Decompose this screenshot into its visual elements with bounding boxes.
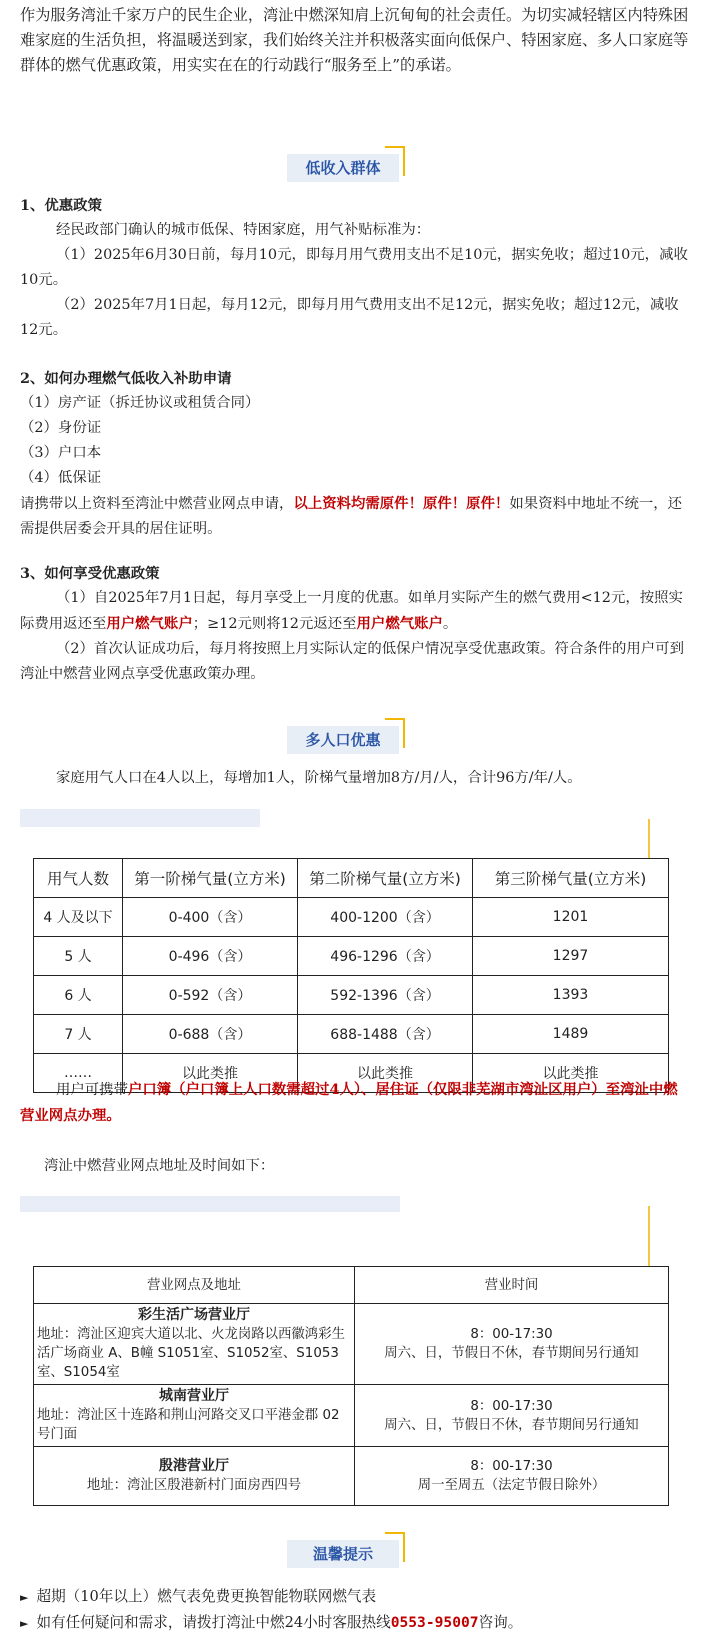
account-highlight-2: 用户燃气账户 (356, 615, 443, 632)
carry-block (20, 1077, 692, 1129)
policy-lead: 经民政部门确认的城市低保、特困家庭，用气补贴标准为： (56, 222, 431, 238)
office-name: 城南营业厅 (159, 1388, 229, 1404)
table-row (34, 1304, 669, 1385)
gas-ladder-table (33, 858, 669, 1093)
office-cell (34, 1385, 355, 1447)
table-cell: 4 人及以下 (34, 898, 123, 937)
section-title-tips (287, 1532, 405, 1568)
section-title-low-income (287, 146, 405, 182)
office-cell (34, 1304, 355, 1385)
enjoy-heading: 3、如何享受优惠政策 (20, 565, 160, 582)
tip-item: ► 超期（10年以上）燃气表免费更换智能物联网燃气表 (20, 1588, 377, 1605)
table-row (34, 976, 669, 1015)
table-cell: …… (34, 1054, 123, 1093)
table-cell: 1489 (473, 1015, 669, 1054)
table-cell: 5 人 (34, 937, 123, 976)
policy-block (20, 193, 692, 343)
table-header-cell: 第三阶梯气量(立方米) (473, 859, 669, 898)
apply-doc-4: （4）低保证 (20, 470, 102, 486)
office-days: 周六、日，节假日不休，春节期间另行通知 (384, 1346, 639, 1361)
table-cell: 0-688（含） (123, 1015, 298, 1054)
table-cell: 592-1396（含） (298, 976, 473, 1015)
table-cell: 以此类推 (123, 1054, 298, 1093)
office-hours: 8：00-17:30 (470, 1459, 553, 1474)
hours-cell (355, 1304, 669, 1385)
multi-lead-block (20, 766, 692, 791)
table-header-cell: 营业网点及地址 (34, 1267, 355, 1304)
office-lead-block (20, 1154, 692, 1179)
table-cell: 496-1296（含） (298, 937, 473, 976)
enjoy-item-1: （1）自2025年7月1日起，每月享受上一月度的优惠。如单月实际产生的燃气费用<12元，按照实际费用返还至用户燃气账户；≥12元则将12元返还至用户燃气账户。 (20, 590, 683, 632)
originals-warning: 以上资料均需原件！原件！原件！ (293, 495, 510, 512)
table-header-row (34, 1267, 669, 1304)
office-cell (34, 1447, 355, 1506)
tips-block (20, 1584, 700, 1636)
office-lead: 湾沚中燃营业网点地址及时间如下： (44, 1158, 275, 1174)
table-cell: 1393 (473, 976, 669, 1015)
office-days: 周六、日，节假日不休，春节期间另行通知 (384, 1417, 639, 1433)
table-cell: 以此类推 (298, 1054, 473, 1093)
office-hours: 8：00-17:30 (470, 1398, 553, 1414)
apply-doc-2: （2）身份证 (20, 420, 102, 436)
table-cell: 6 人 (34, 976, 123, 1015)
table-header-cell: 营业时间 (355, 1267, 669, 1304)
table-cell: 688-1488（含） (298, 1015, 473, 1054)
table-cell: 1201 (473, 898, 669, 937)
section-title-multi-person (287, 718, 405, 754)
policy-item-1: （1）2025年6月30日前，每月10元，即每月用气费用支出不足10元，据实免收；超过10元，减收10元。 (20, 247, 688, 288)
table-cell: 0-496（含） (123, 937, 298, 976)
table-cell: 400-1200（含） (298, 898, 473, 937)
table-cell: 7 人 (34, 1015, 123, 1054)
tip-item: ► 如有任何疑问和需求，请拨打湾沚中燃24小时客服热线0553-95007咨询。 (20, 1614, 523, 1631)
account-highlight-1: 用户燃气账户 (106, 615, 193, 632)
table-row (34, 1385, 669, 1447)
carry-docs-highlight: 户口簿（户口簿上人口数需超过4人）、居住证（仅限非芜湖市湾沚区用户）至湾沚中燃营业网点办理。 (20, 1081, 678, 1124)
hotline-number: 0553-95007 (390, 1614, 479, 1631)
section-title-text: 多人口优惠 (287, 726, 399, 754)
office-address: 地址：湾沚区殷港新村门面房西四号 (86, 1478, 302, 1493)
policy-heading: 1、优惠政策 (20, 197, 102, 214)
enjoy-item-2: （2）首次认证成功后，每月将按照上月实际认定的低保户情况享受优惠政策。符合条件的用户可到湾沚中燃营业网点享受优惠政策办理。 (20, 641, 684, 682)
table-cell: 1297 (473, 937, 669, 976)
table-header-cell: 第一阶梯气量(立方米) (123, 859, 298, 898)
hours-cell (355, 1385, 669, 1447)
hours-cell (355, 1447, 669, 1506)
policy-item-2: （2）2025年7月1日起，每月12元，即每月用气费用支出不足12元，据实免收；超过12元，减收12元。 (20, 297, 679, 338)
bullet-arrow-icon: ► (20, 1617, 29, 1630)
bullet-arrow-icon: ► (20, 1591, 29, 1604)
table-row (34, 1447, 669, 1506)
apply-note: 请携带以上资料至湾沚中燃营业网点申请，以上资料均需原件！原件！原件！如果资料中地址不统一，还需提供居委会开具的居住证明。 (20, 495, 683, 537)
table-row (34, 1015, 669, 1054)
intro-paragraph: 作为服务湾沚千家万户的民生企业，湾沚中燃深知肩上沉甸甸的社会责任。为切实减轻辖区内特殊困难家庭的生活负担，将温暖送到家，我们始终关注并积极落实面向低保户、特困家庭、多人口家庭等群体的燃气优惠政策，用实实在在的行动践行“服务至上”的承诺。 (20, 6, 689, 74)
table-cell: 0-400（含） (123, 898, 298, 937)
apply-doc-1: （1）房产证（拆迁协议或租赁合同） (20, 395, 260, 411)
multi-lead: 家庭用气人口在4人以上，每增加1人，阶梯气量增加8方/月/人，合计96方/年/人。 (56, 770, 582, 786)
office-name: 彩生活广场营业厅 (138, 1307, 250, 1323)
section-title-text: 低收入群体 (287, 154, 399, 182)
office-table (33, 1266, 669, 1506)
table-row (34, 937, 669, 976)
table-header-row (34, 859, 669, 898)
section-title-text: 温馨提示 (287, 1540, 399, 1568)
apply-doc-3: （3）户口本 (20, 445, 102, 461)
office-days: 周一至周五（法定节假日除外） (417, 1478, 606, 1493)
office-address: 地址：湾沚区十连路和荆山河路交叉口平港金郡 02 号门面 (37, 1408, 340, 1442)
office-hours: 8：00-17:30 (470, 1327, 553, 1342)
apply-heading: 2、如何办理燃气低收入补助申请 (20, 370, 232, 387)
table-header-cell: 第二阶梯气量(立方米) (298, 859, 473, 898)
table-row (34, 898, 669, 937)
table-header-cell: 用气人数 (34, 859, 123, 898)
table-cell: 以此类推 (473, 1054, 669, 1093)
enjoy-block (20, 561, 692, 687)
carry-note: 用户可携带户口簿（户口簿上人口数需超过4人）、居住证（仅限非芜湖市湾沚区用户）至湾沚中燃营业网点办理。 (20, 1081, 678, 1124)
office-address: 地址：湾沚区迎宾大道以北、火龙岗路以西徽鸿彩生活广场商业 A、B幢 S1051室、S1052室、S1053室、S1054室 (37, 1327, 345, 1380)
table-cell: 0-592（含） (123, 976, 298, 1015)
office-name: 殷港营业厅 (159, 1458, 229, 1474)
apply-block (20, 366, 692, 542)
